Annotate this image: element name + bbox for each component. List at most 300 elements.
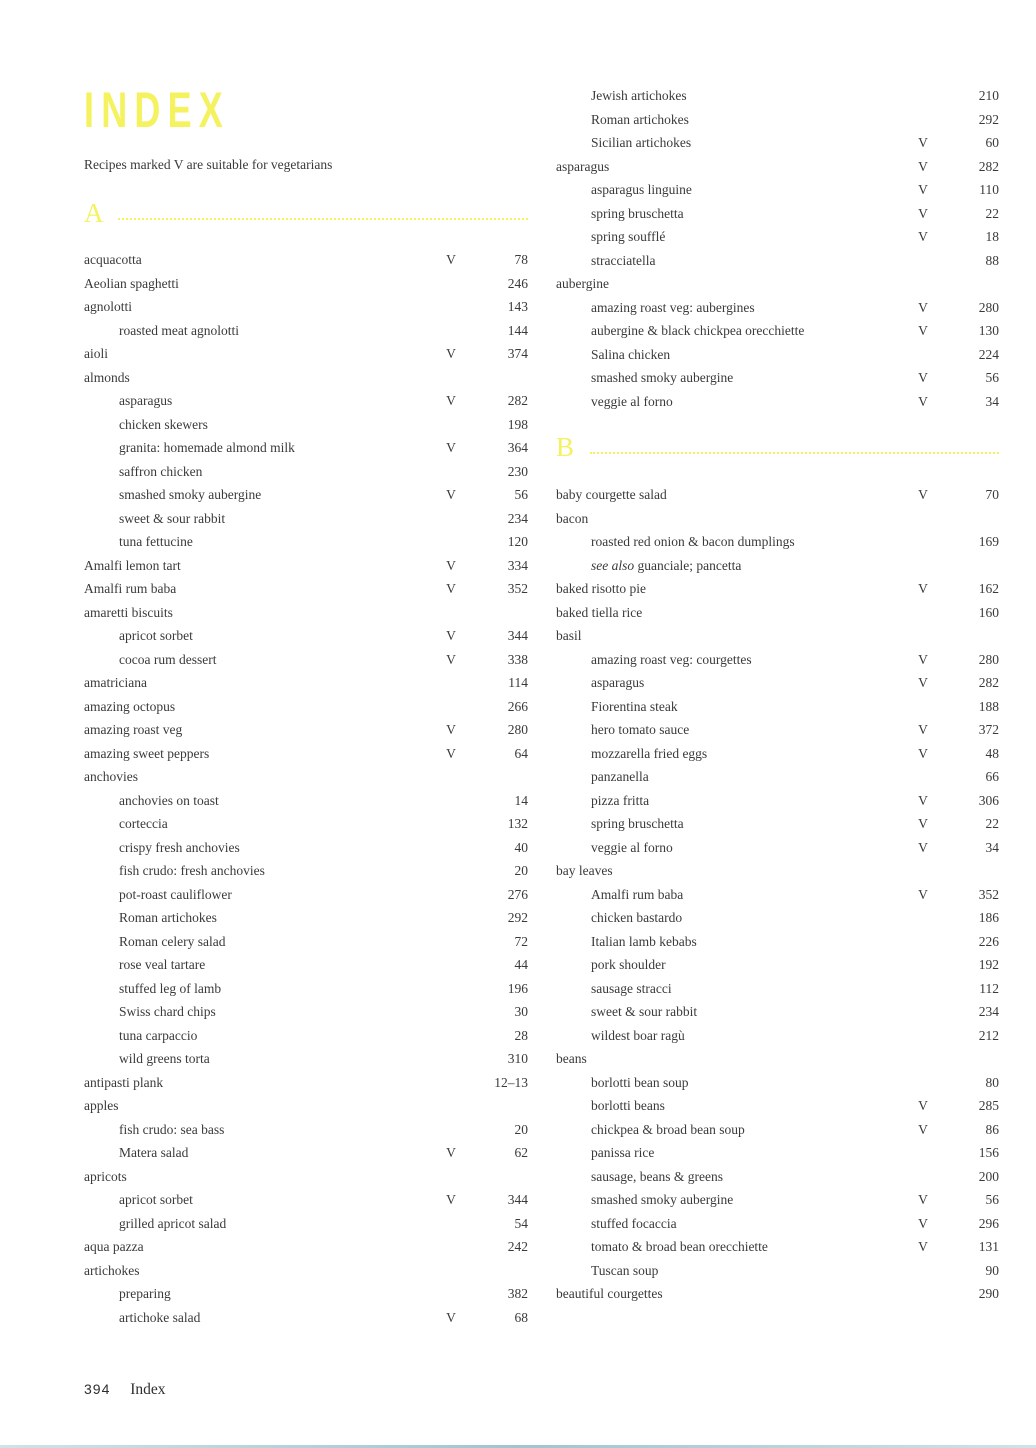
page-ref: 64 [514,745,528,761]
vegetarian-marker: V [918,229,928,244]
page-ref: 282 [978,158,999,174]
entry-term: rose veal tartare [119,957,206,972]
entry-term: spring soufflé [591,229,666,244]
index-entry [556,651,999,675]
vegetarian-marker: V [918,487,928,502]
page-ref: 285 [978,1098,999,1113]
page-ref: 20 [514,863,528,878]
entry-term: anchovies [84,769,138,784]
vegetarian-marker: V [918,1121,928,1137]
index-entry [556,533,999,557]
index-entry [84,392,528,416]
section-header-b [556,432,999,462]
entry-term: borlotti beans [591,1098,665,1113]
page-ref: 114 [508,675,528,690]
entry-term: sweet & sour rabbit [119,510,226,526]
index-entry [84,1097,528,1121]
index-entry [84,933,528,957]
page-ref: 306 [978,792,999,808]
footer-section-label: Index [130,1381,166,1398]
page-ref: 62 [514,1145,528,1160]
page-ref: 186 [978,910,999,925]
entry-term: spring bruschetta [591,205,684,221]
page-ref: 344 [507,1192,528,1207]
page-ref: 110 [979,182,999,197]
entry-term: amazing octopus [84,698,176,714]
page-ref: 224 [978,346,999,362]
index-entry [556,275,999,299]
index-entry [84,721,528,745]
page-ref: 290 [978,1286,999,1301]
entry-term: grilled apricot salad [119,1215,227,1231]
entry-term: asparagus [119,393,173,408]
index-entry [556,557,999,581]
page-ref: 131 [978,1239,999,1254]
dotted-rule [590,452,999,454]
index-entry [84,345,528,369]
page-ref: 54 [514,1215,528,1231]
entry-term: amaretti biscuits [84,604,173,620]
vegetarian-marker: V [446,722,456,737]
entry-term: aqua pazza [84,1239,144,1254]
page-ref: 28 [514,1027,528,1043]
index-entry [84,298,528,322]
entry-term: fish crudo: sea bass [119,1121,225,1137]
entry-term: amatriciana [84,675,147,690]
entry-term: panissa rice [591,1145,655,1160]
entry-term: apricot sorbet [119,1192,193,1207]
section-header-a [84,198,528,228]
index-entry [556,721,999,745]
page-ref: 226 [978,933,999,949]
entry-term: pizza fritta [591,792,650,808]
page-ref: 344 [507,628,528,643]
index-entry [556,886,999,910]
page-ref: 162 [978,581,999,596]
index-entry [84,1191,528,1215]
entry-term: anchovies on toast [119,792,219,808]
index-entry [84,322,528,346]
entry-term: asparagus linguine [591,182,692,197]
page-ref: 192 [978,957,999,972]
index-entry [84,956,528,980]
entry-term: tuna carpaccio [119,1027,198,1043]
index-entry [84,627,528,651]
entry-term: smashed smoky aubergine [591,1192,734,1207]
page-number: 394 [84,1381,111,1397]
index-entry [556,956,999,980]
entry-term: pot-roast cauliflower [119,886,232,902]
vegetarian-marker: V [918,792,928,808]
page-ref: 374 [507,346,528,361]
index-entry [84,486,528,510]
index-entry [84,1027,528,1051]
page-ref: 30 [514,1004,528,1019]
entry-term: sausage, beans & greens [591,1168,723,1184]
index-entry [84,1215,528,1239]
page-ref: 40 [514,839,528,855]
page-ref: 66 [985,769,999,784]
entry-term: smashed smoky aubergine [591,370,734,385]
index-entry [556,1191,999,1215]
page-ref: 234 [978,1004,999,1019]
index-entry [84,909,528,933]
index-entry [556,134,999,158]
entry-term: Amalfi rum baba [84,581,177,596]
vegetarian-marker: V [918,323,928,338]
index-entry [84,439,528,463]
entry-term: chicken skewers [119,416,208,432]
index-entry [556,393,999,417]
entry-term: chickpea & broad bean soup [591,1121,745,1137]
page-ref: 266 [507,698,528,714]
page-ref: 292 [978,111,999,127]
vegetarian-marker: V [446,252,456,267]
index-entry [556,1074,999,1098]
index-entry [556,1003,999,1027]
page-ref: 352 [978,886,999,902]
entry-term: Amalfi lemon tart [84,557,181,573]
page-ref: 72 [514,933,528,949]
page-ref: 280 [507,722,528,737]
index-entry [84,251,528,275]
vegetarian-marker: V [446,346,456,361]
page-ref: 56 [985,370,999,385]
entry-term: wild greens torta [119,1051,210,1066]
page-ref: 22 [985,205,999,221]
index-entry [556,252,999,276]
entry-term: chicken bastardo [591,910,683,925]
index-entry [84,369,528,393]
page-ref: 188 [978,698,999,714]
entry-term: veggie al forno [591,393,673,409]
vegetarian-marker: V [446,1145,456,1160]
vegetarian-marker: V [446,745,456,761]
vegetarian-marker: V [446,557,456,573]
see-also-label: see also [591,557,635,573]
entry-term-text: guanciale; pancetta [637,557,742,573]
page-ref: 246 [507,275,528,291]
index-entry [556,158,999,182]
entry-term: amazing sweet peppers [84,745,210,761]
vegetarian-marker: V [918,675,928,690]
page-ref: 22 [985,816,999,831]
entry-term: preparing [119,1286,171,1301]
page-ref: 70 [985,487,999,502]
vegetarian-marker: V [918,370,928,385]
entry-term: bacon [556,510,589,526]
page-ref: 14 [514,792,528,808]
page-footer [84,1381,166,1399]
index-entry [84,1074,528,1098]
entry-term: beautiful courgettes [556,1286,663,1301]
index-entry [84,768,528,792]
entry-term: agnolotti [84,299,132,314]
page-ref: 276 [507,886,528,902]
entry-term: antipasti plank [84,1074,164,1090]
index-entry [84,1144,528,1168]
vegetarian-marker: V [918,182,928,197]
index-entry [556,228,999,252]
page-ref: 144 [507,322,528,338]
index-entry [84,275,528,299]
page-ref: 90 [985,1262,999,1278]
page-ref: 20 [514,1121,528,1137]
index-entry [84,463,528,487]
entry-term: aubergine [556,276,609,291]
page-ref: 112 [979,980,999,996]
index-entry [556,1121,999,1145]
vegetarian-marker: V [918,1239,928,1254]
page-ref: 132 [507,816,528,831]
entry-term: baked risotto pie [556,581,646,596]
entry-term: asparagus [556,158,610,174]
page-ref: 282 [507,393,528,408]
page-ref: 296 [978,1215,999,1231]
page-ref: 212 [978,1027,999,1043]
index-entry [556,862,999,886]
entry-term: amazing roast veg: courgettes [591,651,752,667]
index-entry [556,1097,999,1121]
entry-term: corteccia [119,816,168,831]
index-entry [84,886,528,910]
entry-term: Tuscan soup [591,1262,659,1278]
entry-term: roasted red onion & bacon dumplings [591,534,795,549]
index-entry [556,111,999,135]
index-entry [556,1285,999,1309]
entry-term: Aeolian spaghetti [84,275,179,291]
vegetarian-marker: V [446,1309,456,1325]
index-entry [556,698,999,722]
vegetarian-marker: V [446,393,456,408]
entry-term: aioli [84,346,108,361]
entry-term: wildest boar ragù [591,1027,685,1043]
vegetarian-marker: V [918,581,928,596]
page-ref: 352 [507,581,528,596]
page-ref: 34 [985,839,999,855]
entry-term: basil [556,628,582,643]
entry-term: Amalfi rum baba [591,886,684,902]
index-entry [556,627,999,651]
page-ref: 280 [978,299,999,315]
entry-term: tuna fettucine [119,534,193,549]
index-entry [84,1238,528,1262]
vegetarian-marker: V [918,1215,928,1231]
index-entry [556,1027,999,1051]
entry-term [591,557,741,575]
entry-term: spring bruschetta [591,816,684,831]
page-ref: 282 [978,675,999,690]
index-entry [84,862,528,886]
entry-term: Italian lamb kebabs [591,933,697,949]
vegetarian-marker: V [918,135,928,150]
vegetarian-marker: V [918,886,928,902]
index-entry [84,580,528,604]
entry-term: sweet & sour rabbit [591,1004,698,1019]
page-ref: 56 [514,487,528,502]
vegetarian-marker: V [918,651,928,667]
entry-term: panzanella [591,769,649,784]
vegetarian-marker: V [918,722,928,737]
entry-term: Jewish artichokes [591,88,687,103]
entry-term: baby courgette salad [556,487,667,502]
index-entry [556,1168,999,1192]
index-entry [556,792,999,816]
vegetarian-marker: V [918,816,928,831]
index-entry [556,580,999,604]
page-ref: 198 [507,416,528,432]
index-entry [556,486,999,510]
index-entry [84,1262,528,1286]
entry-term: Salina chicken [591,346,671,362]
index-entry [84,1309,528,1333]
index-entry [556,674,999,698]
page-ref: 130 [978,323,999,338]
page-ref: 210 [978,88,999,103]
section-letter-b: B [556,432,575,462]
entry-term: mozzarella fried eggs [591,745,708,761]
vegetarian-marker: V [446,487,456,502]
entry-term: stracciatella [591,252,656,268]
page-ref: 338 [507,651,528,667]
entry-term: Roman celery salad [119,933,226,949]
index-entry [84,1168,528,1192]
page-ref: 310 [507,1051,528,1066]
page-ref: 80 [985,1074,999,1090]
page-ref: 12–13 [494,1074,528,1090]
entry-term: roasted meat agnolotti [119,322,239,338]
page-ref: 169 [978,534,999,549]
vegetarian-marker: V [446,440,456,455]
page-ref: 60 [985,135,999,150]
entry-term: pork shoulder [591,957,666,972]
page-ref: 230 [507,463,528,479]
entry-term: tomato & broad bean orecchiette [591,1239,768,1254]
index-entry [556,205,999,229]
page-ref: 120 [507,534,528,549]
vegetarian-marker: V [918,1098,928,1113]
page-ref: 44 [514,957,528,972]
index-entry [84,533,528,557]
entry-term: apricot sorbet [119,628,193,643]
index-entry [556,369,999,393]
page-ref: 382 [507,1286,528,1301]
index-entry [84,980,528,1004]
entry-term: Swiss chard chips [119,1004,216,1019]
vegetarian-marker: V [446,628,456,643]
page-ref: 280 [978,651,999,667]
index-entry [556,815,999,839]
entry-term: acquacotta [84,252,142,267]
index-entry [556,299,999,323]
vegetarian-marker: V [918,299,928,315]
entry-term: amazing roast veg: aubergines [591,299,755,315]
vegetarian-marker: V [446,1192,456,1207]
entry-term: baked tiella rice [556,604,643,620]
entry-term: apricots [84,1168,127,1184]
entry-term: granita: homemade almond milk [119,440,295,455]
entry-term: smashed smoky aubergine [119,487,262,502]
page-ref: 88 [985,252,999,268]
vegetarian-marker: V [918,745,928,761]
entry-term: cocoa rum dessert [119,651,217,667]
entry-term: aubergine & black chickpea orecchiette [591,323,805,338]
index-entry [84,557,528,581]
index-entry [84,1003,528,1027]
index-entry [556,909,999,933]
page-ref: 34 [985,393,999,409]
entry-term: stuffed leg of lamb [119,980,222,996]
index-entry [84,674,528,698]
index-entry [556,346,999,370]
entry-term: beans [556,1051,587,1066]
vegetarian-marker: V [918,205,928,221]
entry-term: asparagus [591,675,645,690]
page-ref: 156 [978,1145,999,1160]
index-entry [84,1121,528,1145]
page-ref: 200 [978,1168,999,1184]
page-ref: 78 [514,252,528,267]
page-ref: 196 [507,980,528,996]
entry-term: almonds [84,369,130,385]
page-ref: 160 [978,604,999,620]
index-entry [556,980,999,1004]
entry-term: hero tomato sauce [591,722,690,737]
entry-term: amazing roast veg [84,722,183,737]
index-entry [84,1285,528,1309]
entry-term: crispy fresh anchovies [119,839,240,855]
index-entry [84,698,528,722]
index-entry [84,416,528,440]
index-entry [556,839,999,863]
index-entry [556,510,999,534]
index-entry [556,745,999,769]
entry-term: borlotti bean soup [591,1074,689,1090]
entry-term: sausage stracci [591,980,672,996]
index-entry [556,1144,999,1168]
index-entry [84,1050,528,1074]
page-ref: 56 [985,1192,999,1207]
page-ref: 372 [978,722,999,737]
index-entry [84,792,528,816]
index-entry [556,604,999,628]
index-entry [84,651,528,675]
entry-term: Sicilian artichokes [591,135,692,150]
vegetarian-marker: V [918,158,928,174]
index-entry [556,1262,999,1286]
index-entry [84,510,528,534]
section-letter-a: A [84,198,104,228]
index-entry [556,87,999,111]
index-entry [556,768,999,792]
page-ref: 48 [985,745,999,761]
page-ref: 86 [985,1121,999,1137]
entry-term: Roman artichokes [119,910,217,925]
index-entry [84,815,528,839]
entry-term: saffron chicken [119,463,203,479]
index-entry [556,181,999,205]
index-entry [84,745,528,769]
index-entry [556,933,999,957]
entry-term: artichokes [84,1262,140,1278]
entry-term: bay leaves [556,863,613,878]
entry-term: artichoke salad [119,1309,201,1325]
page-ref: 143 [507,299,528,314]
page-ref: 242 [507,1239,528,1254]
entry-term: Fiorentina steak [591,698,678,714]
index-entry [84,839,528,863]
page-ref: 334 [507,557,528,573]
